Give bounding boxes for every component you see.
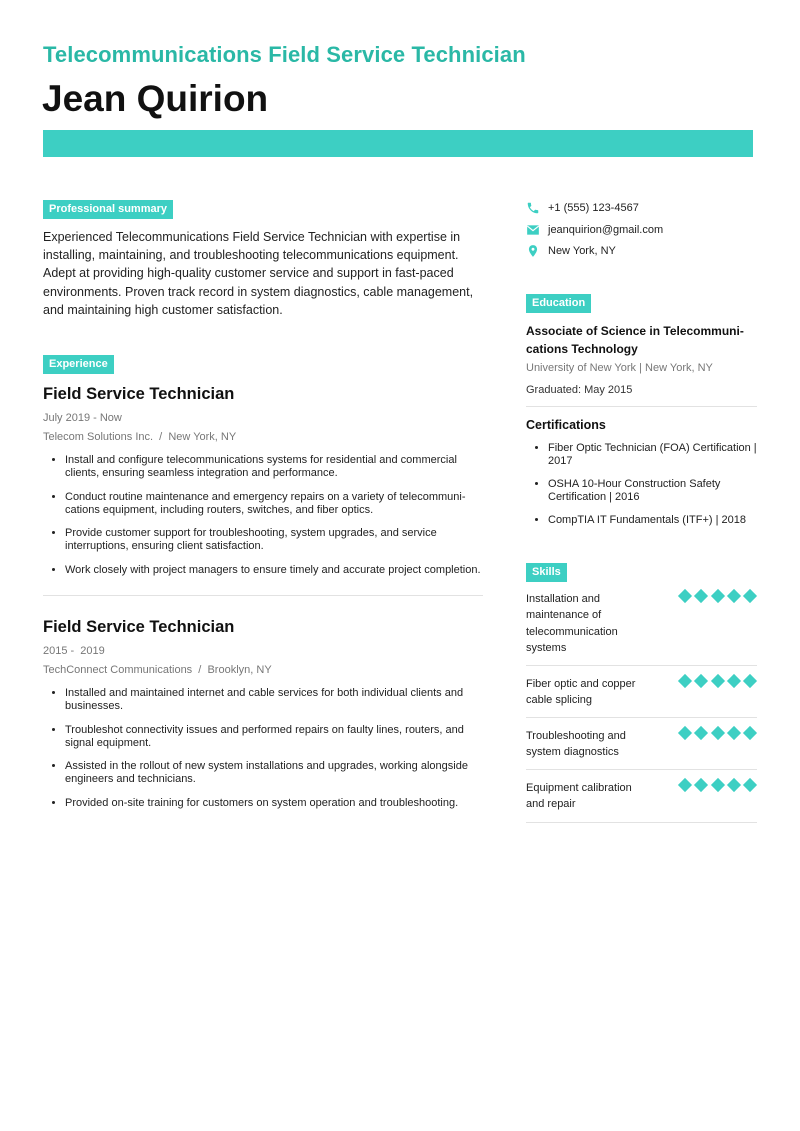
skill-rating bbox=[674, 591, 755, 601]
skill-item bbox=[526, 780, 757, 813]
job-role: Field Service Technician bbox=[43, 385, 235, 403]
rating-diamond bbox=[711, 674, 725, 688]
job-dates: 2015 - 2019 bbox=[43, 645, 105, 657]
rating-diamond bbox=[678, 726, 692, 740]
rating-diamond bbox=[694, 589, 708, 603]
rating-diamond bbox=[727, 589, 741, 603]
skill-label: Fiber optic and copper cable splicing bbox=[526, 678, 636, 707]
job-bullet: • Install and configure telecommunications systems for residential and commercial clients, ensuring seamless integration and performance. bbox=[65, 454, 493, 480]
certification-item: • OSHA 10-Hour Construction Safety Certification | 2016 bbox=[548, 478, 771, 504]
rating-diamond bbox=[743, 674, 757, 688]
skill-label: Installation and maintenance of telecommunication systems bbox=[526, 593, 618, 654]
section-tag-summary: Professional summary bbox=[43, 200, 173, 219]
job-role: Field Service Technician bbox=[43, 618, 235, 636]
rating-diamond bbox=[711, 589, 725, 603]
job-entry bbox=[43, 384, 493, 587]
section-tag-education: Education bbox=[526, 294, 591, 313]
job-bullet: • Installed and maintained internet and cable services for both individual clients and businesses. bbox=[65, 687, 493, 713]
job-bullet: • Work closely with project managers to ensure timely and accurate project completion. bbox=[65, 564, 493, 577]
header-accent-bar bbox=[43, 130, 753, 157]
skill-item bbox=[526, 676, 757, 709]
skill-item bbox=[526, 591, 757, 656]
skill-divider bbox=[526, 822, 757, 823]
job-dates: July 2019 - Now bbox=[43, 412, 122, 424]
skill-rating bbox=[674, 676, 755, 686]
job-bullet: • Troubleshot connectivity issues and performed repairs on faulty lines, routers, and signal equipment. bbox=[65, 724, 493, 750]
skill-label: Troubleshooting and system diagnostics bbox=[526, 730, 626, 759]
job-bullet: • Provide customer support for troubleshooting, system upgrades, and service interruptions, ensuring client satisfaction. bbox=[65, 527, 493, 553]
skill-item bbox=[526, 728, 757, 761]
email-text: jeanquirion@gmail.com bbox=[548, 224, 664, 236]
rating-diamond bbox=[711, 726, 725, 740]
summary-text: Experienced Telecommunications Field Service Technician with expertise in installing, maintaining, and troubleshooting telecommunications equipment. Adept at providing high-quality customer service and support in fast-paced environments. Proven track record in system diagnostics, cable management, and maintaining high customer satisfaction. bbox=[43, 230, 474, 317]
education-school: University of New York | New York, NY bbox=[526, 362, 713, 374]
rating-diamond bbox=[727, 674, 741, 688]
certifications-list bbox=[526, 442, 771, 537]
job-bullets bbox=[43, 454, 493, 577]
section-tag-experience: Experience bbox=[43, 355, 114, 374]
rating-diamond bbox=[694, 778, 708, 792]
location-text: New York, NY bbox=[548, 245, 616, 257]
candidate-name: Jean Quirion bbox=[42, 78, 269, 119]
job-bullets bbox=[43, 687, 493, 810]
rating-diamond bbox=[743, 589, 757, 603]
rating-diamond bbox=[743, 778, 757, 792]
skill-divider bbox=[526, 769, 757, 770]
rating-diamond bbox=[711, 778, 725, 792]
job-bullet: • Provided on-site training for customers on system operation and troubleshooting. bbox=[65, 797, 493, 810]
target-job-title: Telecommunications Field Service Technician bbox=[43, 42, 526, 67]
contact-location bbox=[526, 244, 616, 258]
skill-rating bbox=[674, 780, 755, 790]
job-divider bbox=[43, 595, 483, 596]
job-company: TechConnect Communications / Brooklyn, NY bbox=[43, 664, 272, 676]
job-bullet: • Conduct routine maintenance and emergency repairs on a variety of telecommuni-cations equipment, including routers, switches, and fiber optics. bbox=[65, 491, 493, 517]
certification-item: • CompTIA IT Fundamentals (ITF+) | 2018 bbox=[548, 514, 771, 527]
education-graduated: Graduated: May 2015 bbox=[526, 384, 633, 396]
education-divider bbox=[526, 406, 757, 407]
rating-diamond bbox=[694, 674, 708, 688]
certification-item: • Fiber Optic Technician (FOA) Certification | 2017 bbox=[548, 442, 771, 468]
education-degree: Associate of Science in Telecommuni-cations Technology bbox=[526, 324, 744, 356]
rating-diamond bbox=[694, 726, 708, 740]
skill-label: Equipment calibration and repair bbox=[526, 782, 632, 811]
contact-email bbox=[526, 223, 663, 237]
contact-phone bbox=[526, 201, 639, 215]
rating-diamond bbox=[727, 726, 741, 740]
phone-text: +1 (555) 123-4567 bbox=[548, 202, 639, 214]
section-tag-skills: Skills bbox=[526, 563, 567, 582]
mail-icon bbox=[526, 223, 540, 237]
certifications-heading: Certifications bbox=[526, 418, 606, 432]
rating-diamond bbox=[743, 726, 757, 740]
rating-diamond bbox=[678, 778, 692, 792]
rating-diamond bbox=[678, 674, 692, 688]
location-pin-icon bbox=[526, 244, 540, 258]
job-entry bbox=[43, 617, 493, 820]
job-company: Telecom Solutions Inc. / New York, NY bbox=[43, 431, 237, 443]
skill-divider bbox=[526, 665, 757, 666]
skill-rating bbox=[674, 728, 755, 738]
skill-divider bbox=[526, 717, 757, 718]
rating-diamond bbox=[727, 778, 741, 792]
phone-icon bbox=[526, 201, 540, 215]
rating-diamond bbox=[678, 589, 692, 603]
job-bullet: • Assisted in the rollout of new system installations and upgrades, working alongside engineers and technicians. bbox=[65, 760, 493, 786]
